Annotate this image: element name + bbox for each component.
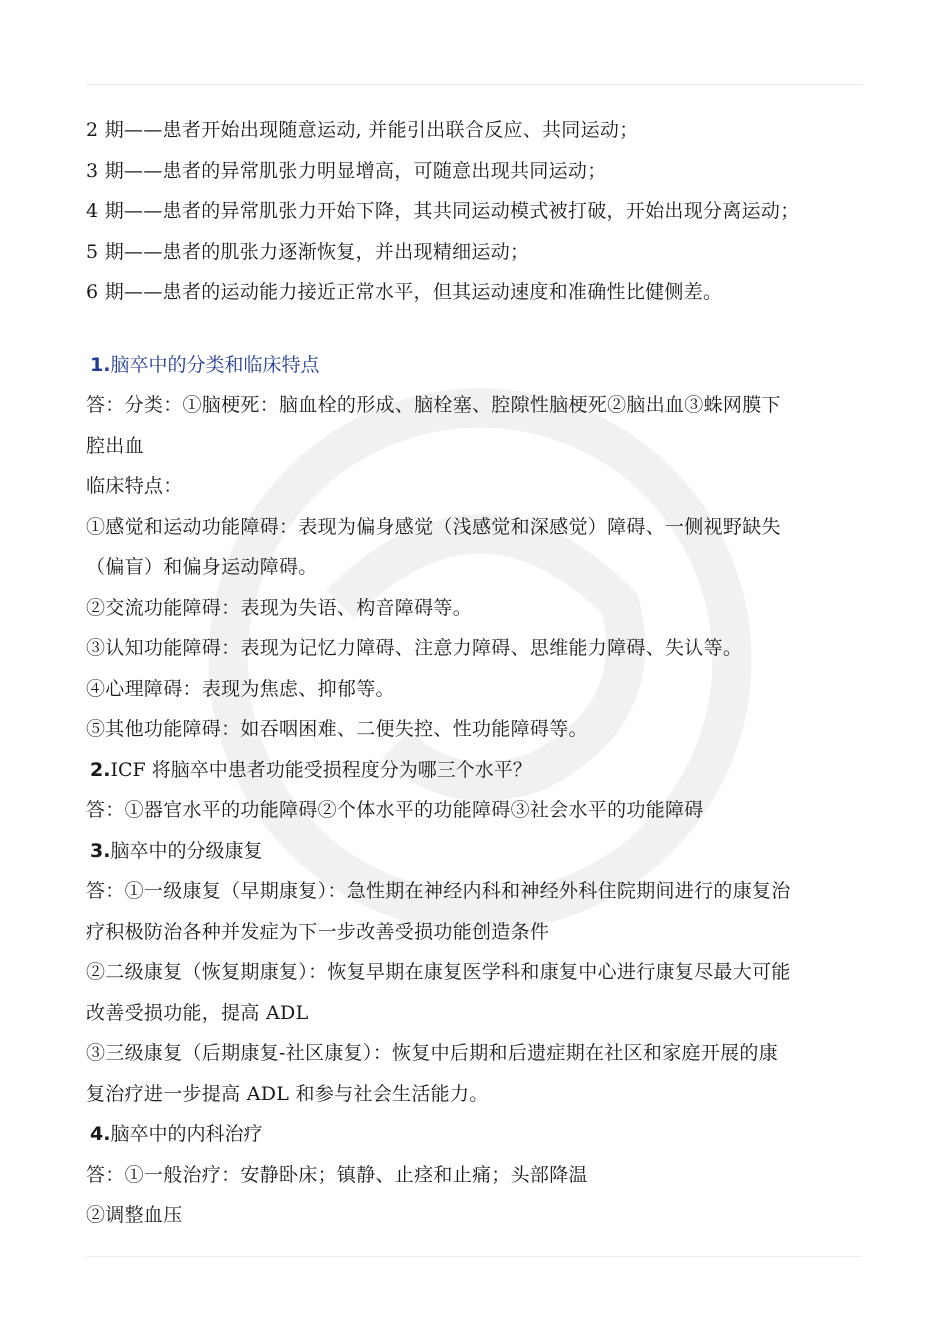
stage-6: 6 期——患者的运动能力接近正常水平，但其运动速度和准确性比健侧差。	[86, 281, 723, 303]
section-1-title: 脑卒中的分类和临床特点	[110, 353, 320, 376]
section-4-number: 4.	[90, 1123, 111, 1145]
section-4-line: 答：①一般治疗：安静卧床；镇静、止痉和止痛；头部降温	[86, 1163, 588, 1186]
section-4-heading	[86, 1114, 866, 1155]
section-gap	[86, 313, 866, 345]
stage-4: 4 期——患者的异常肌张力开始下降，其共同运动模式被打破，开始出现分离运动；	[86, 200, 800, 222]
section-1-answer-line: 答：分类：①脑梗死：脑血栓的形成、脑栓塞、腔隙性脑梗死②脑出血③蛛网膜下	[86, 394, 781, 416]
clinical-feature-item: （偏盲）和偏身运动障碍。	[86, 556, 318, 578]
stage-2: 2 期——患者开始出现随意运动, 并能引出联合反应、共同运动；	[86, 119, 639, 141]
section-3-line: 答：①一级康复（早期康复）：急性期在神经内科和神经外科住院期间进行的康复治	[86, 880, 791, 902]
section-1-heading	[86, 345, 866, 386]
clinical-feature-item: ④心理障碍：表现为焦虑、抑郁等。	[86, 677, 395, 700]
clinical-feature-item: ③认知功能障碍：表现为记忆力障碍、注意力障碍、思维能力障碍、失认等。	[86, 637, 743, 659]
clinical-feature-item: ⑤其他功能障碍：如吞咽困难、二便失控、性功能障碍等。	[86, 718, 588, 740]
section-3-line: ②二级康复（恢复期康复）：恢复早期在康复医学科和康复中心进行康复尽最大可能	[86, 961, 791, 983]
section-3-line: 疗积极防治各种并发症为下一步改善受损功能创造条件	[86, 920, 550, 943]
section-2-answer: 答：①器官水平的功能障碍②个体水平的功能障碍③社会水平的功能障碍	[86, 799, 704, 821]
section-2-title: ICF 将脑卒中患者功能受损程度分为哪三个水平？	[110, 758, 532, 781]
section-3-title: 脑卒中的分级康复	[110, 839, 263, 862]
section-3-line: ③三级康复（后期康复-社区康复）：恢复中后期和后遗症期在社区和家庭开展的康	[86, 1042, 779, 1064]
section-1-number: 1.	[90, 353, 111, 376]
section-3-line: 改善受损功能，提高 ADL	[86, 1001, 309, 1024]
clinical-features-label: 临床特点：	[86, 475, 183, 497]
section-3-line: 复治疗进一步提高 ADL 和参与社会生活能力。	[86, 1082, 489, 1105]
section-1-answer-line: 腔出血	[86, 434, 144, 457]
clinical-feature-item: ①感觉和运动功能障碍：表现为偏身感觉（浅感觉和深感觉）障碍、一侧视野缺失	[86, 515, 781, 538]
stage-3: 3 期——患者的异常肌张力明显增高，可随意出现共同运动；	[86, 159, 607, 182]
section-4-line: ②调整血压	[86, 1204, 183, 1226]
clinical-feature-item: ②交流功能障碍：表现为失语、构音障碍等。	[86, 596, 473, 619]
header-rule	[86, 84, 862, 85]
section-2-heading	[86, 750, 866, 791]
section-3-number: 3.	[90, 839, 111, 862]
document-content	[86, 110, 866, 1236]
footer-rule	[86, 1256, 862, 1257]
section-3-heading	[86, 831, 866, 872]
section-4-title: 脑卒中的内科治疗	[110, 1123, 263, 1145]
section-2-number: 2.	[90, 758, 111, 781]
stage-5: 5 期——患者的肌张力逐渐恢复，并出现精细运动；	[86, 240, 530, 263]
